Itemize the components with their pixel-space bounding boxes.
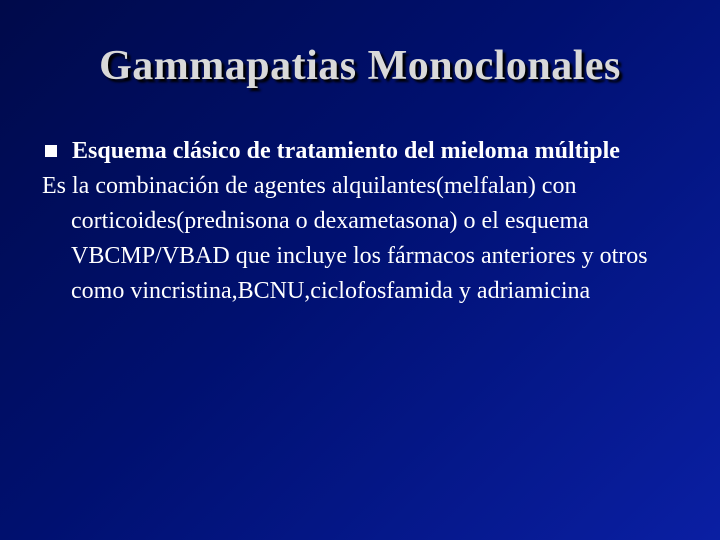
slide-title: Gammapatias Monoclonales [99,43,621,89]
body-paragraph: Es la combinación de agentes alquilantes(melfalan) con corticoides(prednisona o dexametasona) o el esquema VBCMP/VBAD que incluye los fármacos anteriores y otros como vincristina,BCNU,ciclofosfamida y adriamicina [42,173,648,304]
bullet-text: Esquema clásico de tratamiento del mieloma múltiple [72,138,620,164]
slide-body [42,134,682,309]
square-bullet-icon [45,145,57,157]
bullet-item [42,134,682,169]
